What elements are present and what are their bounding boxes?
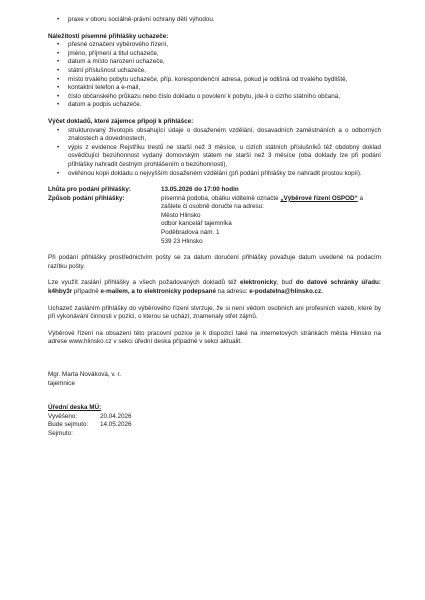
text-fragment: případně: [72, 288, 101, 296]
text-fragment: na adresu:: [216, 288, 250, 296]
documents-heading: Výčet dokladů, které zájemce připojí k přihlášce:: [48, 117, 194, 125]
text-fragment: e-mailem, a to elektronicky podepsané: [100, 288, 216, 296]
list-item: • přesné označení výběrového řízení,: [48, 41, 381, 50]
list-item: • místo trvalého pobytu uchazeče, příp. korespondenční adresa, pokud je odlišná od trvalého bydliště,: [48, 76, 381, 85]
submission-label: Způsob podání přihlášky:: [48, 194, 125, 202]
list-item: • praxe v oboru sociálně-právní ochrany dětí výhodou.: [48, 16, 381, 25]
submission-section: [48, 186, 381, 246]
address-line: odbor kancelář tajemníka: [161, 220, 232, 228]
submission-value: [161, 195, 381, 247]
text-fragment: , buď: [276, 279, 296, 287]
text-fragment: Lze využít zaslání přihlášky a všech požadovaných dokladů též: [48, 279, 240, 287]
postal-paragraph: Při podání přihlášky prostřednictvím pošty se za datum doručení přihlášky považuje datum uvedené na podacím razítku pošty.: [48, 254, 381, 270]
official-board-block: [48, 404, 381, 438]
board-label: Sejmuto:: [48, 429, 73, 437]
requirements-list: [48, 41, 381, 110]
submission-row: [48, 195, 381, 247]
official-board-heading: Úřední deska MÚ:: [48, 404, 102, 412]
text-fragment: elektronicky: [239, 279, 277, 287]
consent-paragraph: Uchazeč zasláním přihlášky do výběrového řízení stvrzuje, že si není vědom osobních ani profesních vazeb, které by při vykonávání činnosti v pozici, o kterou se uchází, znamenaly střet zájmů.: [48, 304, 381, 321]
submission-text-before: písemná podoba, obálku viditelně označte: [161, 194, 279, 202]
list-item: • číslo občanského průkazu nebo číslo dokladu o povolení k pobytu, jde-li o cizího státního občana,: [48, 93, 381, 102]
list-item: • jméno, příjmení a titul uchazeče,: [48, 50, 381, 59]
documents-section: [48, 118, 381, 178]
requirements-section: [48, 33, 381, 110]
electronic-paragraph: [48, 279, 381, 296]
board-row: [48, 413, 381, 422]
documents-list: [48, 127, 381, 179]
experience-list: [48, 16, 381, 25]
list-item: • kontaktní telefon a e-mail,: [48, 84, 381, 93]
board-value: 20.04.2026: [100, 412, 132, 420]
board-value: 14.05.2026: [100, 421, 132, 429]
address-line: 539 23 Hlinsko: [161, 237, 203, 245]
list-item: • ověřenou kopii dokladu o nejvyšším dosaženém vzdělání (při podání přihlášky lze nahradit prostou kopií).: [48, 170, 381, 179]
signatory-title: tajemnice: [48, 379, 75, 387]
board-label: Bude sejmuto:: [48, 421, 89, 429]
address-line: Město Hlinsko: [161, 211, 201, 219]
list-item: • výpis z evidence Rejstříku trestů ne starší než 3 měsíce, u cizích státních příslušníků též obdobný doklad osvědčující bezúhonnost vydaný domovským státem ne starší než 3 měsíce (oba doklady lze při podání přihlášky nahradit čestným prohlášením o bezúhonnosti),: [48, 144, 381, 170]
deadline-label: Lhůta pro podání přihlášky:: [48, 186, 131, 194]
envelope-marking: „Výběrové řízení OSPOD“: [280, 194, 358, 202]
deadline-value: 13.05.2026 do 17:00 hodin: [161, 186, 239, 194]
list-item: • státní příslušnost uchazeče,: [48, 67, 381, 76]
submission-text-after: a zašlete či osobně doručte na adresu:: [161, 194, 363, 211]
address-line: Poděbradova nám. 1: [161, 229, 220, 237]
list-item: • datum a podpis uchazeče.: [48, 101, 381, 110]
deadline-row: [48, 186, 381, 195]
board-row: [48, 430, 381, 439]
list-item: • strukturovaný životopis obsahující údaje o dosaženém vzdělání, dosavadních zaměstnáních a o odborných znalostech a dovednostech,: [48, 127, 381, 144]
publish-paragraph: Výběrové řízení na obsazení této pracovní pozice je k dispozici také na internetových stránkách města Hlinsko na adrese www.hlinsko.cz v sekci úřední deska případně v sekci aktualit.: [48, 329, 381, 346]
signature-block: [48, 371, 381, 388]
board-label: Vyvěšeno:: [48, 412, 78, 420]
data-box-id: do datové schránky úřadu: k4hby3r: [48, 279, 381, 296]
email-address: e-podatelna@hlinsko.cz.: [249, 288, 323, 296]
board-row: [48, 421, 381, 430]
signatory-name: Mgr. Marta Nováková, v. r.: [48, 371, 122, 378]
list-item: • datum a místo narození uchazeče,: [48, 58, 381, 67]
requirements-heading: Náležitosti písemné přihlášky uchazeče:: [48, 32, 169, 40]
